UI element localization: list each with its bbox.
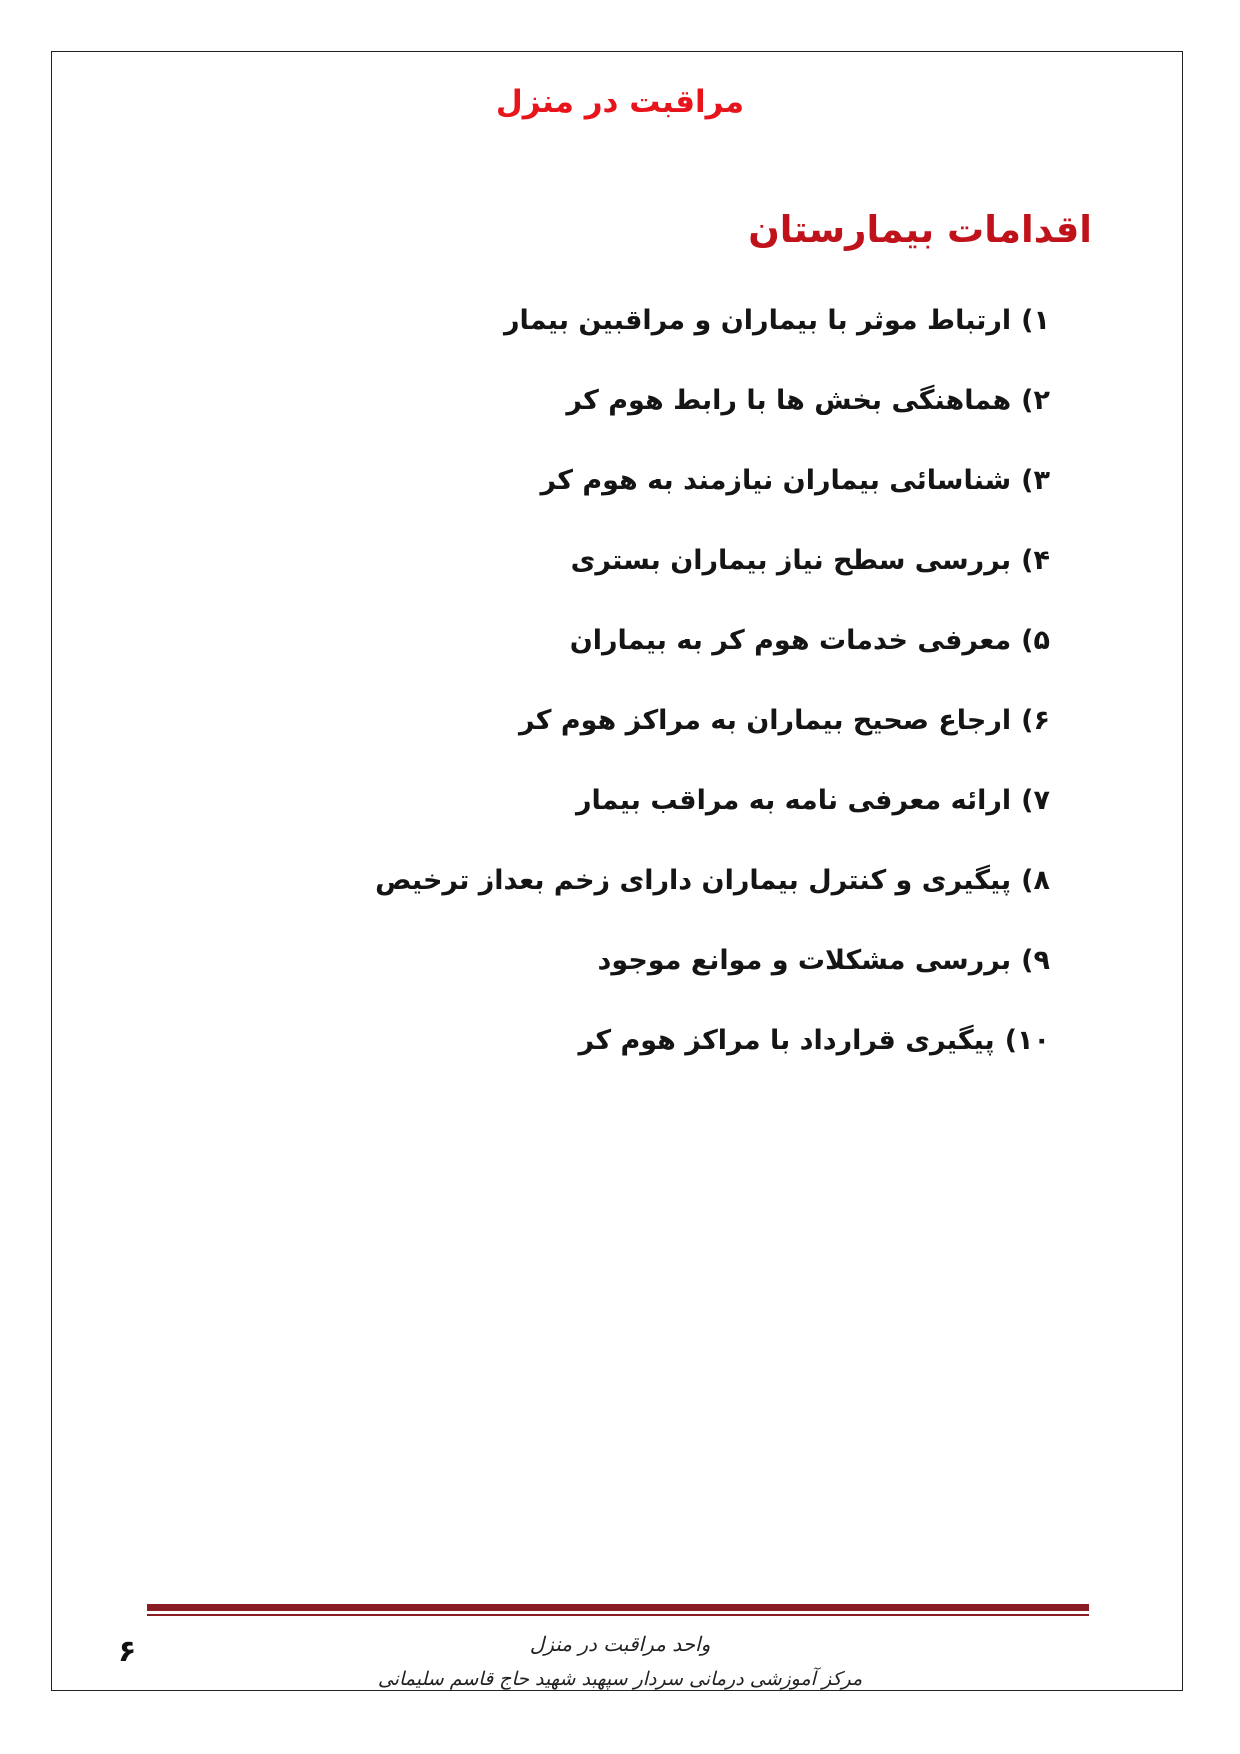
list-item	[375, 936, 1050, 1016]
list-item	[375, 296, 1050, 376]
list-item-text: ارجاع صحیح بیماران به مراکز هوم کر	[518, 705, 1012, 736]
list-item	[375, 696, 1050, 776]
footer-unit-name: واحد مراقبت در منزل	[529, 1632, 711, 1656]
list-item-number: ۷)	[1021, 785, 1050, 816]
list-item	[375, 536, 1050, 616]
footer-center-name: مرکز آموزشی درمانی سردار سپهبد شهید حاج قاسم سلیمانی	[364, 1668, 876, 1690]
list-item-number: ۴)	[1021, 545, 1050, 576]
list-item-number: ۱۰)	[1004, 1025, 1050, 1056]
page-number: ۶	[118, 1634, 137, 1669]
section-title: اقدامات بیمارستان	[748, 208, 1092, 251]
page-header-title: مراقبت در منزل	[495, 84, 745, 120]
list-item-number: ۳)	[1021, 465, 1050, 496]
list-item-number: ۱)	[1021, 305, 1050, 336]
list-item-number: ۹)	[1021, 945, 1050, 976]
list-item	[375, 1016, 1050, 1096]
list-item-text: پیگیری قرارداد با مراکز هوم کر	[578, 1025, 995, 1056]
list-item-text: بررسی مشکلات و موانع موجود	[597, 945, 1012, 976]
footer-center-wrap	[0, 1668, 1240, 1690]
list-item-number: ۶)	[1021, 705, 1050, 736]
list-item-text: ارائه معرفی نامه به مراقب بیمار	[576, 785, 1012, 816]
list-item-number: ۸)	[1021, 865, 1050, 896]
list-item-number: ۵)	[1021, 625, 1050, 656]
footer-divider-thick	[147, 1604, 1089, 1611]
footer-divider-thin	[147, 1614, 1089, 1616]
list-item	[375, 856, 1050, 936]
list-item-number: ۲)	[1021, 385, 1050, 416]
list-item-text: هماهنگی بخش ها با رابط هوم کر	[566, 385, 1012, 416]
list-item	[375, 776, 1050, 856]
footer-divider	[147, 1604, 1089, 1616]
list-item-text: معرفی خدمات هوم کر به بیماران	[569, 625, 1012, 656]
list-item-text: شناسائی بیماران نیازمند به هوم کر	[540, 465, 1012, 496]
list-item-text: پیگیری و کنترل بیماران دارای زخم بعداز ترخیص	[375, 865, 1012, 896]
list-item-text: بررسی سطح نیاز بیماران بستری	[570, 545, 1012, 576]
actions-list	[375, 296, 1050, 1096]
list-item	[375, 376, 1050, 456]
list-item-text: ارتباط موثر با بیماران و مراقبین بیمار	[504, 305, 1012, 336]
list-item	[375, 456, 1050, 536]
list-item	[375, 616, 1050, 696]
